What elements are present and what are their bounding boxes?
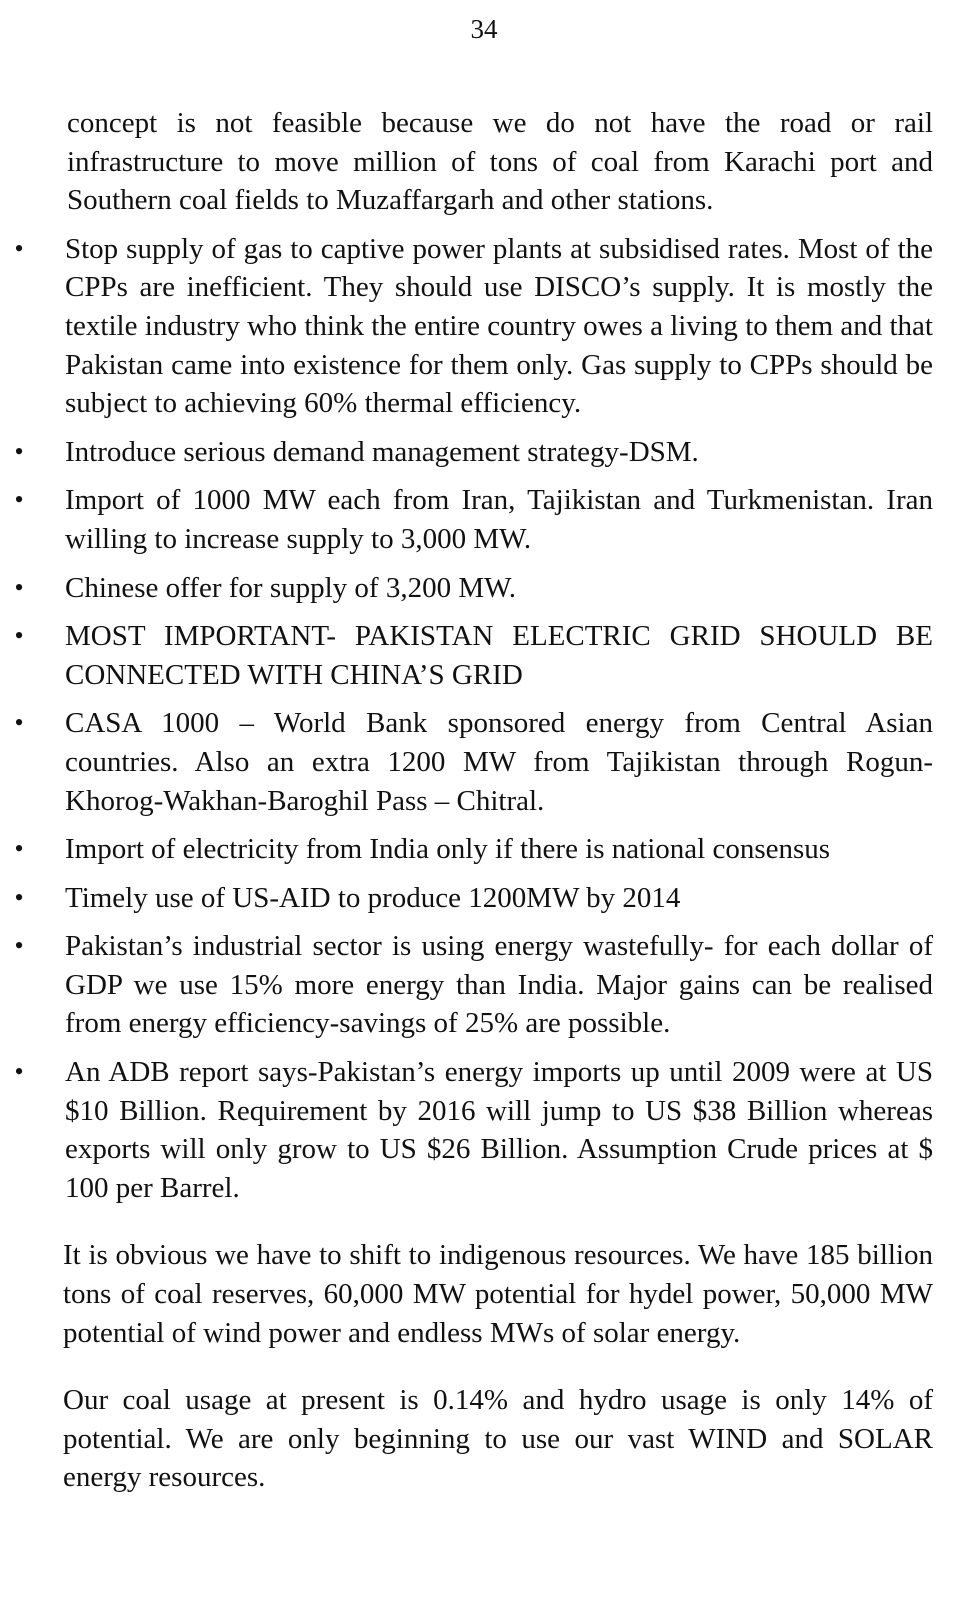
list-item-text: CASA 1000 – World Bank sponsored energy from Central Asian countries. Also an extra 1200 MW from Tajikistan through Rogun-Khorog-Wakhan-Baroghil Pass – Chitral.: [65, 707, 933, 817]
list-item-text: An ADB report says-Pakistan’s energy imports up until 2009 were at US $10 Billion. Requirement by 2016 will jump to US $38 Billion whereas exports will only grow to US $26 Billion. Assumption Crude prices at $ 100 per Barrel.: [65, 1056, 933, 1204]
bullet-icon: •: [14, 572, 24, 602]
body-paragraph: Our coal usage at present is 0.14% and hydro usage is only 14% of potential. We are only beginning to use our vast WIND and SOLAR energy resources.: [63, 1384, 933, 1494]
bullet-icon: •: [14, 708, 24, 738]
list-item: [14, 481, 933, 558]
body-paragraph: It is obvious we have to shift to indigenous resources. We have 185 billion tons of coal reserves, 60,000 MW potential for hydel power, 50,000 MW potential of wind power and endless MWs of solar energy.: [63, 1239, 933, 1349]
list-item-text: Chinese offer for supply of 3,200 MW.: [65, 571, 517, 604]
list-item-text: Pakistan’s industrial sector is using energy wastefully- for each dollar of GDP we use 15% more energy than India. Major gains can be realised from energy efficiency-savings of 25% are possible.: [65, 930, 933, 1040]
page-number: 34: [470, 14, 498, 44]
list-item: [14, 927, 933, 1043]
list-item: [14, 433, 933, 472]
continued-paragraph: concept is not feasible because we do not have the road or rail infrastructure to move million of tons of coal from Karachi port and Southern coal fields to Muzaffargarh and other stations.: [67, 107, 933, 217]
bullet-icon: •: [14, 436, 24, 466]
list-item-text: Timely use of US-AID to produce 1200MW by 2014: [65, 881, 681, 914]
list-item-text: Import of electricity from India only if there is national consensus: [65, 833, 831, 866]
bullet-list: [14, 230, 933, 1208]
bullet-icon: •: [14, 931, 24, 961]
page-content: [14, 104, 933, 1497]
list-item: [14, 704, 933, 820]
bullet-icon: •: [14, 834, 24, 864]
bullet-icon: •: [14, 233, 24, 263]
list-item: [14, 830, 933, 869]
list-item-text: Stop supply of gas to captive power plants at subsidised rates. Most of the CPPs are inefficient. They should use DISCO’s supply. It is mostly the textile industry who think the entire country owes a living to them and that Pakistan came into existence for them only. Gas supply to CPPs should be subject to achieving 60% thermal efficiency.: [65, 232, 933, 420]
bullet-icon: •: [14, 882, 24, 912]
bullet-icon: •: [14, 1057, 24, 1087]
list-item: [14, 1053, 933, 1207]
list-item-text: Introduce serious demand management strategy-DSM.: [65, 435, 699, 468]
list-item: [14, 879, 933, 918]
list-item-text: MOST IMPORTANT- PAKISTAN ELECTRIC GRID SHOULD BE CONNECTED WITH CHINA’S GRID: [65, 620, 933, 691]
bullet-icon: •: [14, 485, 24, 515]
list-item: [14, 230, 933, 423]
bullet-icon: •: [14, 621, 24, 651]
list-item-text: Import of 1000 MW each from Iran, Tajikistan and Turkmenistan. Iran willing to increase supply to 3,000 MW.: [65, 484, 933, 555]
list-item: [14, 569, 933, 608]
list-item: [14, 617, 933, 694]
